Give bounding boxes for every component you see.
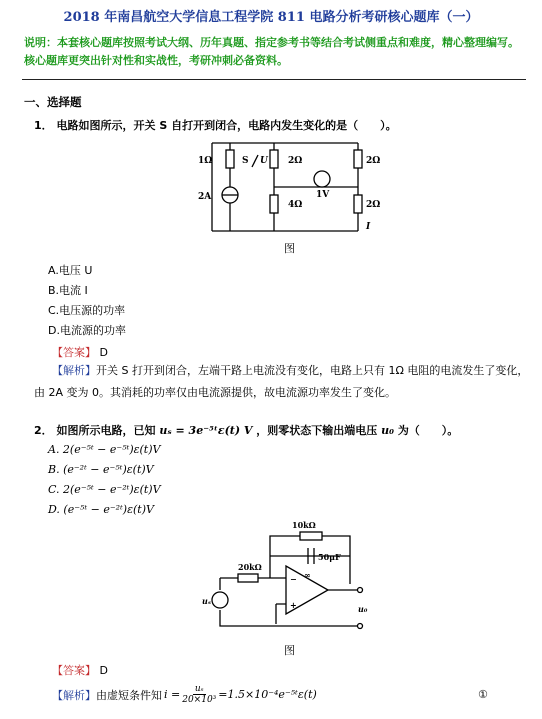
q1-option-c: C.电压源的功率	[48, 304, 126, 317]
fig2-label-20k: 20kΩ	[238, 562, 262, 572]
question-1-text: 电路如图所示，开关 S 自打开到闭合，电路内发生变化的是（ ）。	[56, 119, 397, 132]
q2-explain-result: =1.5×10⁻⁴e⁻⁵ᵗε(t)	[218, 688, 317, 701]
q1-option-a: A.电压 U	[48, 264, 93, 277]
q2-option-c: C. 2(e⁻⁵ᵗ − e⁻²ᵗ)ε(t)V	[48, 483, 161, 496]
q2-explanation: 【解析】 由虚短条件知 i = $\frac{\text{uₛ}}{\text{20×10³}}$ =1.5×10⁻⁴e⁻⁵ᵗε(t)	[52, 684, 317, 705]
q2-fraction-den: 20×10³	[182, 695, 217, 705]
q1-answer	[52, 344, 108, 360]
section-title: 一、选择题	[24, 95, 82, 109]
circuit-figure-2	[200, 516, 380, 640]
q1-explain-tag: 【解析】	[52, 364, 96, 377]
fig2-label-opamp: ∞	[304, 570, 311, 580]
fig2-label-10k: 10kΩ	[292, 520, 316, 530]
q2-option-a: A. 2(e⁻⁵ᵗ − e⁻⁵ᵗ)ε(t)V	[48, 443, 161, 456]
fig1-label-2ohm-b: 2Ω	[366, 156, 381, 166]
q2-explain-text: 由虚短条件知	[96, 688, 162, 702]
question-1	[34, 117, 397, 133]
fig2-label-plus: +	[290, 600, 297, 610]
q2-fraction-num: uₛ	[194, 684, 204, 694]
figure-1-caption: 图	[284, 242, 295, 255]
question-2	[34, 422, 458, 438]
equation-number: ①	[478, 688, 488, 701]
fig1-label-2a: 2A	[198, 192, 212, 202]
question-2-number: 2．	[34, 424, 53, 437]
fig1-label-1ohm: 1Ω	[198, 156, 213, 166]
q2-option-d: D. (e⁻⁵ᵗ − e⁻²ᵗ)ε(t)V	[48, 503, 154, 516]
question-2-formula: uₛ = 3e⁻⁵ᵗε(t) V	[159, 424, 253, 437]
question-2-text-a: 如图所示电路，已知	[56, 424, 156, 437]
fig1-label-i: I	[366, 222, 371, 232]
circuit-figure-1	[190, 135, 390, 240]
question-2-output: u₀	[381, 424, 394, 437]
fig1-label-2ohm-a: 2Ω	[288, 156, 303, 166]
figure-2-caption: 图	[284, 644, 295, 657]
q1-option-d: D.电流源的功率	[48, 324, 126, 337]
q1-answer-value: D	[99, 346, 108, 359]
fig2-label-us: uₛ	[202, 596, 211, 606]
fig2-label-uo: u₀	[358, 604, 368, 614]
divider	[22, 79, 526, 80]
q2-fraction	[182, 684, 216, 705]
q2-answer	[52, 662, 108, 678]
question-2-text-b: ，则零状态下输出端电压	[256, 424, 378, 437]
intro-note: 说明：本套核心题库按照考试大纲、历年真题、指定参考书等结合考试侧重点和难度，精心整理编写。核心题库更突出针对性和实战性，考研冲刺必备资料。	[24, 36, 519, 67]
q1-explanation	[34, 360, 530, 404]
q1-answer-tag: 【答案】	[52, 346, 96, 359]
q1-explain-text: 开关 S 打开到闭合，左端干路上电流没有变化，电路上只有 1Ω 电阻的电流发生了变化，由 2A 变为 0。其消耗的功率仅由电流源提供，故电流源功率发生了变化。	[34, 364, 529, 399]
fig2-label-50uf: 50μF	[318, 552, 341, 562]
fig1-label-1v: 1V	[316, 190, 330, 200]
q2-option-b: B. (e⁻²ᵗ − e⁻⁵ᵗ)ε(t)V	[48, 463, 154, 476]
q1-option-b: B.电流 I	[48, 284, 88, 297]
fig2-label-minus: −	[290, 574, 297, 584]
question-1-number: 1．	[34, 119, 53, 132]
q2-answer-value: D	[99, 664, 108, 677]
q2-answer-tag: 【答案】	[52, 664, 96, 677]
fig1-label-2ohm-c: 2Ω	[366, 200, 381, 210]
fig1-label-s: S	[242, 156, 249, 166]
fig1-label-u: U	[260, 156, 268, 166]
question-2-text-c: 为（ ）。	[397, 424, 459, 437]
page-title: 2018 年南昌航空大学信息工程学院 811 电路分析考研核心题库（一）	[63, 10, 479, 25]
fig1-label-4ohm: 4Ω	[288, 200, 303, 210]
q2-explain-tag: 【解析】	[52, 688, 96, 702]
